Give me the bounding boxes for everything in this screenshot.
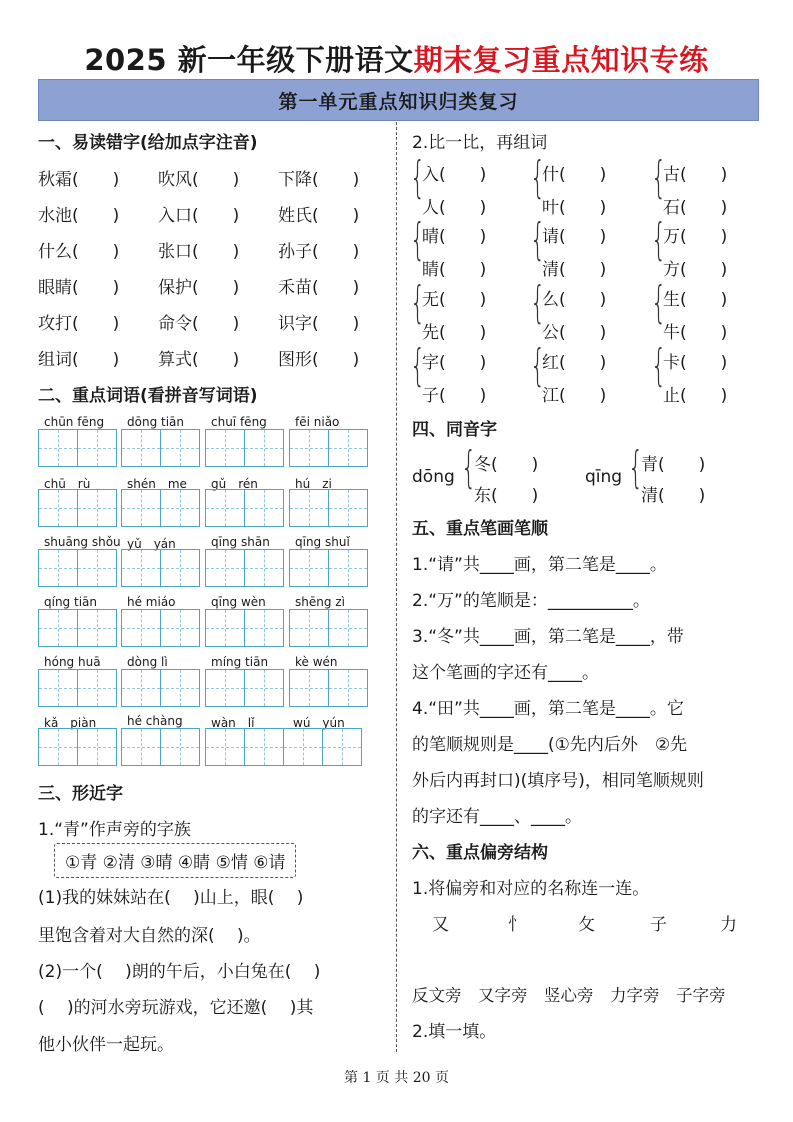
pinyin-label: wàn lǐ	[211, 716, 255, 730]
pinyin-label: hú zi	[295, 477, 332, 491]
pinyin-label: shēng zì	[295, 595, 345, 609]
writing-grid	[289, 669, 368, 707]
compare-word: 请( )	[542, 227, 607, 247]
title-highlight: 期末复习重点知识专练	[413, 43, 709, 77]
s1-word-5-2: 图形( )	[278, 350, 360, 370]
pinyin-label: qīng shān	[211, 535, 270, 549]
s5-line: 的笔顺规则是____(①先内后外 ②先	[412, 735, 688, 755]
pinyin-label: qíng tiān	[44, 595, 97, 609]
grid-cell[interactable]	[160, 490, 199, 526]
compare-word: 江( )	[542, 386, 607, 406]
compare-brace: {	[410, 214, 426, 265]
compare-brace: {	[410, 277, 426, 328]
compare-word: 方( )	[663, 260, 728, 280]
grid-cell[interactable]	[39, 610, 77, 646]
grid-cell[interactable]	[290, 550, 328, 586]
section5-heading: 五、重点笔画笔顺	[412, 519, 548, 539]
s3-line: 他小伙伴一起玩。	[38, 1035, 174, 1055]
compare-word: 入( )	[422, 165, 487, 185]
writing-grid	[289, 429, 368, 467]
grid-cell[interactable]	[77, 550, 116, 586]
writing-grid	[121, 489, 200, 527]
compare-word: 公( )	[542, 323, 607, 343]
grid-cell[interactable]	[77, 670, 116, 706]
writing-grid	[38, 728, 117, 766]
pinyin-label: chū rù	[44, 477, 91, 491]
grid-cell[interactable]	[39, 670, 77, 706]
compare-brace: {	[651, 152, 667, 203]
radical-glyph: 力	[720, 915, 737, 935]
s1-word-3-2: 禾苗( )	[278, 278, 360, 298]
pinyin-label: kè wén	[295, 655, 338, 669]
writing-grid	[121, 549, 200, 587]
s1-word-3-0: 眼睛( )	[38, 278, 120, 298]
writing-grid	[289, 609, 368, 647]
writing-grid	[38, 429, 117, 467]
grid-cell[interactable]	[206, 430, 244, 466]
s1-word-3-1: 保护( )	[158, 278, 240, 298]
grid-cell[interactable]	[244, 670, 283, 706]
compare-word: 字( )	[422, 353, 487, 373]
pinyin-label: wú yún	[293, 716, 345, 730]
grid-cell[interactable]	[290, 430, 328, 466]
grid-cell[interactable]	[206, 490, 244, 526]
writing-grid-long	[205, 728, 362, 766]
grid-cell[interactable]	[244, 550, 283, 586]
compare-word: 睛( )	[422, 260, 487, 280]
grid-cell[interactable]	[122, 550, 160, 586]
grid-cell[interactable]	[328, 670, 367, 706]
compare-brace: {	[530, 340, 546, 391]
grid-cell[interactable]	[122, 490, 160, 526]
unit-banner: 第一单元重点知识归类复习	[38, 79, 759, 121]
grid-cell[interactable]	[244, 729, 283, 765]
compare-word: 古( )	[663, 165, 728, 185]
pinyin-label: shén me	[127, 477, 187, 491]
homophone2-pinyin: qīng	[585, 467, 623, 487]
compare-word: 石( )	[663, 198, 728, 218]
compare-word: 红( )	[542, 353, 607, 373]
writing-grid	[205, 669, 284, 707]
pinyin-label: dòng lì	[127, 655, 168, 669]
grid-cell[interactable]	[328, 430, 367, 466]
writing-grid	[205, 429, 284, 467]
compare-word: 么( )	[542, 290, 607, 310]
s1-word-4-0: 攻打( )	[38, 314, 120, 334]
section4-heading: 四、同音字	[412, 420, 497, 440]
writing-grid	[205, 489, 284, 527]
homophone1-brace: {	[461, 442, 477, 493]
grid-cell[interactable]	[39, 430, 77, 466]
s1-word-1-1: 入口( )	[158, 206, 240, 226]
writing-grid	[38, 489, 117, 527]
compare-brace: {	[651, 214, 667, 265]
compare-brace: {	[410, 340, 426, 391]
section1-heading: 一、易读错字(给加点字注音)	[38, 133, 258, 153]
grid-cell[interactable]	[39, 729, 77, 765]
compare-word: 什( )	[542, 165, 607, 185]
grid-cell[interactable]	[328, 610, 367, 646]
grid-cell[interactable]	[206, 550, 244, 586]
grid-cell[interactable]	[39, 490, 77, 526]
compare-word: 止( )	[663, 386, 728, 406]
writing-grid	[38, 549, 117, 587]
compare-word: 晴( )	[422, 227, 487, 247]
grid-cell[interactable]	[160, 729, 199, 765]
grid-cell[interactable]	[206, 610, 244, 646]
s5-line: 2.“万”的笔顺是：__________。	[412, 591, 650, 611]
writing-grid	[121, 728, 200, 766]
s6-question1: 1.将偏旁和对应的名称连一连。	[412, 879, 650, 899]
pinyin-label: chuī fēng	[211, 415, 267, 429]
homophone2-b: 清( )	[641, 486, 706, 506]
grid-cell[interactable]	[328, 550, 367, 586]
compare-brace: {	[410, 152, 426, 203]
writing-grid	[121, 669, 200, 707]
writing-grid	[121, 429, 200, 467]
writing-grid	[38, 609, 117, 647]
compare-brace: {	[651, 340, 667, 391]
s3-line: (1)我的妹妹站在( )山上，眼( )	[38, 888, 304, 908]
grid-cell[interactable]	[77, 729, 116, 765]
s5-line: 1.“请”共____画，第二笔是____。	[412, 555, 667, 575]
radical-glyph: 攵	[578, 915, 595, 935]
pinyin-label: chūn fēng	[44, 415, 105, 429]
compare-word: 牛( )	[663, 323, 728, 343]
pinyin-label: yǔ yán	[127, 537, 176, 551]
radical-names-row: 反文旁 又字旁 竖心旁 力字旁 子字旁	[412, 986, 726, 1005]
compare-word: 叶( )	[542, 198, 607, 218]
grid-cell[interactable]	[160, 610, 199, 646]
compare-brace: {	[530, 152, 546, 203]
grid-cell[interactable]	[322, 729, 361, 765]
writing-grid	[205, 609, 284, 647]
grid-cell[interactable]	[290, 610, 328, 646]
page-footer: 第 1 页 共 20 页	[344, 1070, 449, 1086]
writing-grid	[289, 489, 368, 527]
pinyin-label: hé chàng	[127, 714, 183, 728]
s3-line: (2)一个( )朗的午后，小白兔在( )	[38, 962, 321, 982]
s1-word-5-0: 组词( )	[38, 350, 120, 370]
s1-word-1-0: 水池( )	[38, 206, 120, 226]
section6-heading: 六、重点偏旁结构	[412, 843, 548, 863]
grid-cell[interactable]	[77, 610, 116, 646]
s3-options-box: ①青 ②清 ③晴 ④睛 ⑤情 ⑥请	[54, 843, 296, 878]
pinyin-label: hé miáo	[127, 595, 176, 609]
section2-heading: 二、重点词语(看拼音写词语)	[38, 386, 258, 406]
pinyin-label: shuāng shǒu	[44, 535, 121, 549]
writing-grid	[289, 549, 368, 587]
grid-cell[interactable]	[160, 670, 199, 706]
s6-question2: 2.填一填。	[412, 1022, 497, 1042]
homophone2-a: 青( )	[641, 455, 706, 475]
s5-line: 的字还有____、____。	[412, 807, 582, 827]
compare-word: 清( )	[542, 260, 607, 280]
s3-line: ( )的河水旁玩游戏，它还邀( )其	[38, 998, 314, 1018]
s1-word-4-1: 命令( )	[158, 314, 240, 334]
writing-grid	[205, 549, 284, 587]
page-title	[0, 38, 793, 79]
writing-grid	[38, 669, 117, 707]
grid-cell[interactable]	[77, 490, 116, 526]
s5-line: 外后内再封口)(填序号)，相同笔顺规则	[412, 771, 704, 791]
compare-brace: {	[530, 277, 546, 328]
compare-brace: {	[530, 214, 546, 265]
pinyin-label: qīng shuǐ	[295, 535, 350, 549]
compare-word: 生( )	[663, 290, 728, 310]
grid-cell[interactable]	[122, 610, 160, 646]
homophone1-b: 东( )	[474, 486, 539, 506]
grid-cell[interactable]	[244, 430, 283, 466]
section3-heading: 三、形近字	[38, 784, 123, 804]
radical-glyph: 子	[650, 915, 667, 935]
grid-cell[interactable]	[283, 729, 322, 765]
homophone2-brace: {	[628, 442, 644, 493]
compare-brace: {	[651, 277, 667, 328]
radical-glyph: 忄	[508, 915, 525, 935]
s1-word-5-1: 算式( )	[158, 350, 240, 370]
s3-question1: 1.“青”作声旁的字族	[38, 820, 191, 840]
grid-cell[interactable]	[122, 729, 160, 765]
s1-word-2-0: 什么( )	[38, 242, 120, 262]
grid-cell[interactable]	[244, 490, 283, 526]
radical-glyph: 又	[432, 915, 449, 935]
s1-word-0-1: 吹风( )	[158, 170, 240, 190]
pinyin-label: gǔ rén	[211, 477, 258, 491]
compare-word: 先( )	[422, 323, 487, 343]
s1-word-4-2: 识字( )	[278, 314, 360, 334]
grid-cell[interactable]	[206, 729, 244, 765]
s5-line: 4.“田”共____画，第二笔是____。它	[412, 699, 684, 719]
pinyin-label: míng tiān	[211, 655, 269, 669]
s1-word-2-1: 张口( )	[158, 242, 240, 262]
s5-line: 这个笔画的字还有____。	[412, 663, 599, 683]
grid-cell[interactable]	[290, 670, 328, 706]
grid-cell[interactable]	[77, 430, 116, 466]
s1-word-2-2: 孙子( )	[278, 242, 360, 262]
compare-word: 卡( )	[663, 353, 728, 373]
pinyin-label: fēi niǎo	[295, 415, 340, 429]
grid-cell[interactable]	[160, 430, 199, 466]
grid-cell[interactable]	[122, 670, 160, 706]
pinyin-label: hóng huā	[44, 655, 101, 669]
compare-word: 无( )	[422, 290, 487, 310]
pinyin-label: dōng tiān	[127, 415, 184, 429]
grid-cell[interactable]	[160, 550, 199, 586]
grid-cell[interactable]	[39, 550, 77, 586]
grid-cell[interactable]	[206, 670, 244, 706]
grid-cell[interactable]	[290, 490, 328, 526]
writing-grid	[121, 609, 200, 647]
s1-word-0-2: 下降( )	[278, 170, 360, 190]
s1-word-1-2: 姓氏( )	[278, 206, 360, 226]
homophone1-a: 冬( )	[474, 455, 539, 475]
grid-cell[interactable]	[328, 490, 367, 526]
s5-line: 3.“冬”共____画，第二笔是____，带	[412, 627, 684, 647]
s1-word-0-0: 秋霜( )	[38, 170, 120, 190]
pinyin-label: kǎ piàn	[44, 716, 97, 730]
compare-word: 子( )	[422, 386, 487, 406]
compare-word: 万( )	[663, 227, 728, 247]
compare-word: 人( )	[422, 198, 487, 218]
pinyin-label: qīng wèn	[211, 595, 266, 609]
grid-cell[interactable]	[244, 610, 283, 646]
title-main: 2025 新一年级下册语文	[84, 43, 414, 77]
s3-line: 里饱含着对大自然的深( )。	[38, 926, 261, 946]
column-divider	[396, 122, 397, 1052]
grid-cell[interactable]	[122, 430, 160, 466]
compare-heading: 2.比一比，再组词	[412, 133, 548, 153]
homophone1-pinyin: dōng	[412, 467, 455, 487]
